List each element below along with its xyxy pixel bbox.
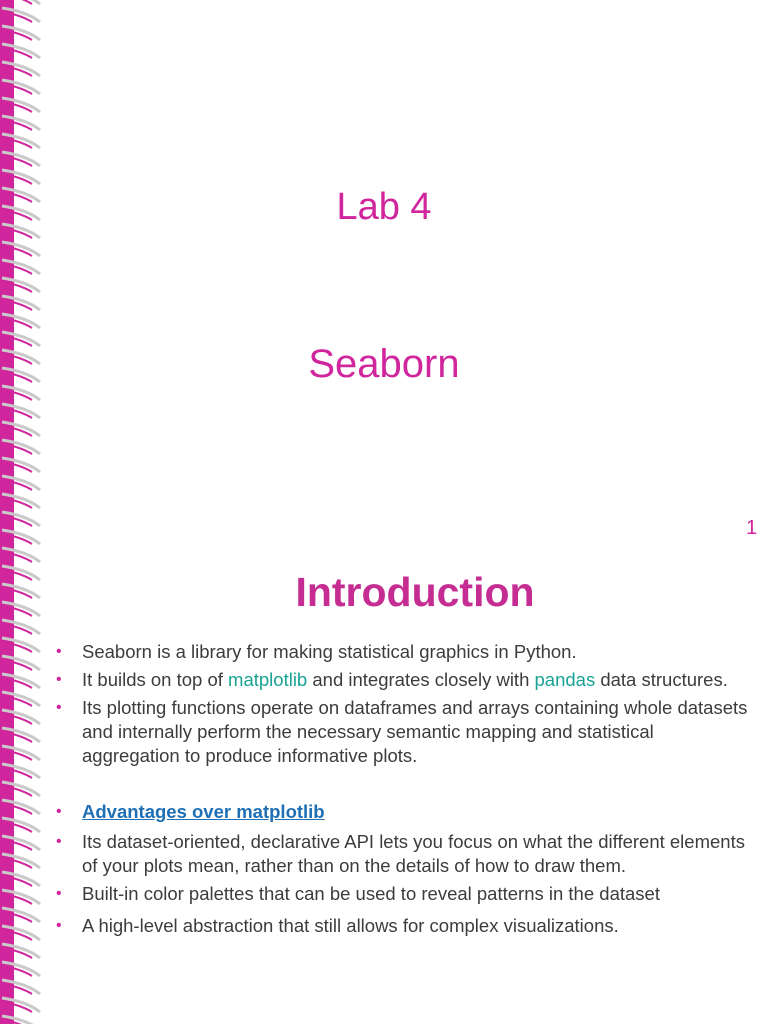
- page-number: 1: [746, 517, 758, 539]
- bullet-icon: •: [56, 671, 62, 688]
- bullet-icon: •: [56, 643, 62, 660]
- list-item: [52, 830, 752, 878]
- pandas-term: pandas: [534, 669, 596, 690]
- bullet-text: It builds on top of: [82, 669, 229, 690]
- bullet-text: Its dataset-oriented, declarative API lets you focus on what the different elements of your plots mean, rather than on the details of how to draw them.: [82, 831, 745, 876]
- slide-subtitle: Seaborn: [308, 342, 460, 386]
- bullet-icon: •: [56, 803, 62, 820]
- matplotlib-term: matplotlib: [228, 669, 308, 690]
- slide-title: Lab 4: [336, 186, 432, 228]
- advantages-link[interactable]: Advantages over matplotlib: [82, 801, 325, 822]
- bullet-text: Built-in color palettes that can be used to reveal patterns in the dataset: [82, 883, 660, 904]
- list-item: [52, 640, 752, 664]
- decorative-border: [0, 0, 46, 1024]
- list-item: [52, 800, 752, 824]
- bullet-icon: •: [56, 699, 62, 716]
- bullet-text: A high-level abstraction that still allows for complex visualizations.: [82, 915, 619, 936]
- list-item: [52, 668, 752, 692]
- bullet-text: and integrates closely with: [307, 669, 535, 690]
- section-title: Introduction: [295, 569, 535, 615]
- list-item: [52, 882, 752, 906]
- list-item: [52, 696, 752, 768]
- bullet-text: Its plotting functions operate on dataframes and arrays containing whole datasets and internally perform the necessary semantic mapping and statistical aggregation to produce informative plots.: [82, 697, 748, 766]
- list-item: [52, 914, 752, 938]
- bullet-text: data structures.: [595, 669, 728, 690]
- bullet-icon: •: [56, 833, 62, 850]
- bullet-list: [52, 640, 752, 938]
- bullet-text: Seaborn is a library for making statistical graphics in Python.: [82, 641, 577, 662]
- border-pattern: [0, 0, 46, 1024]
- bullet-icon: •: [56, 917, 62, 934]
- bullet-icon: •: [56, 885, 62, 902]
